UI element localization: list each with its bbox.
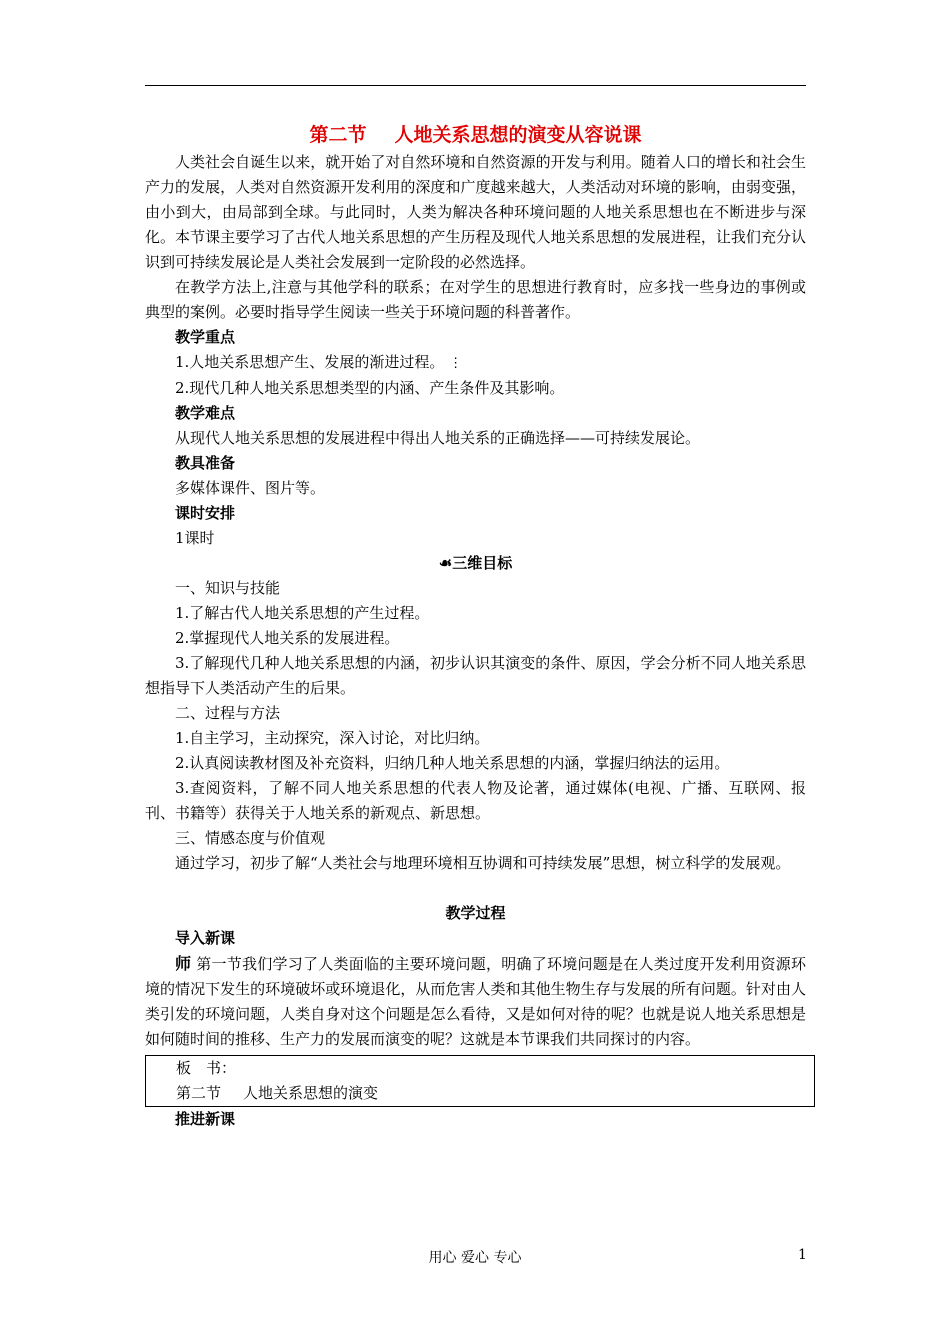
intro-paragraph-2: 在教学方法上,注意与其他学科的联系；在对学生的思想进行教育时，应多找一些身边的事例或典型的案例。必要时指导学生阅读一些关于环境问题的科普著作。 bbox=[145, 278, 806, 321]
intro-lesson-heading: 导入新课 bbox=[175, 929, 236, 947]
title-section: 第二节 bbox=[309, 124, 367, 146]
page-number: 1 bbox=[798, 1247, 807, 1263]
title-text: 人地关系思想的演变从容说课 bbox=[394, 124, 642, 146]
footer-slogan: 用心 爱心 专心 bbox=[428, 1250, 522, 1266]
objective-section-3: 三、情感态度与价值观 bbox=[175, 829, 326, 847]
board-label: 板 书： bbox=[176, 1059, 237, 1077]
teacher-label: 师 bbox=[175, 954, 192, 973]
cursor-mark: ⋮ bbox=[449, 356, 463, 371]
header-rule bbox=[145, 85, 806, 86]
schedule-text: 1课时 bbox=[175, 529, 215, 547]
key-point-2: 2.现代几种人地关系思想类型的内涵、产生条件及其影响。 bbox=[175, 379, 565, 397]
board-content bbox=[176, 1081, 814, 1106]
objectives-heading-text: 三维目标 bbox=[452, 554, 513, 572]
tools-text: 多媒体课件、图片等。 bbox=[175, 479, 326, 497]
key-point-1-text: 1.人地关系思想产生、发展的渐进过程。 bbox=[175, 353, 445, 371]
board-title: 人地关系思想的演变 bbox=[243, 1084, 379, 1102]
intro-paragraph-1: 人类社会自诞生以来，就开始了对自然环境和自然资源的开发与利用。随着人口的增长和社会生产力的发展，人类对自然资源开发利用的深度和广度越来越大，人类活动对环境的影响，由弱变强，由小到大，由局部到全球。与此同时，人类为解决各种环境问题的人地关系思想也在不断进步与深化。本节课主要学习了古代人地关系思想的产生历程及现代人地关系思想的发展进程，让我们充分认识到可持续发展论是人类社会发展到一定阶段的必然选择。 bbox=[145, 153, 806, 271]
teacher-paragraph bbox=[145, 951, 806, 1052]
board-section: 第二节 bbox=[176, 1084, 222, 1102]
objective-item: 1.自主学习，主动探究，深入讨论，对比归纳。 bbox=[175, 729, 490, 747]
objective-section-2: 二、过程与方法 bbox=[175, 704, 281, 722]
difficulty-text: 从现代人地关系思想的发展进程中得出人地关系的正确选择——可持续发展论。 bbox=[175, 429, 701, 447]
tools-heading: 教具准备 bbox=[175, 454, 236, 472]
difficulty-heading: 教学难点 bbox=[175, 404, 236, 422]
objective-item: 1.了解古代人地关系思想的产生过程。 bbox=[175, 604, 430, 622]
teacher-text: 第一节我们学习了人类面临的主要环境问题，明确了环境问题是在人类过度开发利用资源环境的情况下发生的环境破坏或环境退化，从而危害人类和其他生物生存与发展的所有问题。针对由人类引发的环境问题，人类自身对这个问题是怎么看待，又是如何对待的呢？也就是说人地关系思想是如何随时间的推移、生产力的发展而演变的呢？这就是本节课我们共同探讨的内容。 bbox=[145, 955, 806, 1048]
objective-item: 3.查阅资料，了解不同人地关系思想的代表人物及论著，通过媒体(电视、广播、互联网、报刊、书籍等）获得关于人地关系的新观点、新思想。 bbox=[145, 779, 806, 822]
process-heading: 教学过程 bbox=[445, 904, 506, 922]
schedule-heading: 课时安排 bbox=[175, 504, 236, 522]
next-lesson-heading: 推进新课 bbox=[175, 1110, 236, 1128]
objective-item: 3.了解现代几种人地关系思想的内涵，初步认识其演变的条件、原因，学会分析不同人地关系思想指导下人类活动产生的后果。 bbox=[145, 654, 806, 697]
hand-pointer-icon: ☙ bbox=[438, 554, 453, 572]
objectives-heading bbox=[145, 551, 806, 576]
blackboard-box bbox=[145, 1055, 815, 1107]
objective-section-1: 一、知识与技能 bbox=[175, 579, 281, 597]
objective-item: 2.认真阅读教材图及补充资料，归纳几种人地关系思想的内涵，掌握归纳法的运用。 bbox=[175, 754, 730, 772]
key-points-heading: 教学重点 bbox=[175, 328, 236, 346]
objective-item: 2.掌握现代人地关系的发展进程。 bbox=[175, 629, 400, 647]
objective-section-3-text: 通过学习，初步了解“人类社会与地理环境相互协调和可持续发展”思想，树立科学的发展观。 bbox=[175, 854, 791, 872]
key-point-1 bbox=[145, 350, 806, 376]
page-title bbox=[145, 120, 806, 150]
document-body bbox=[145, 120, 806, 1132]
